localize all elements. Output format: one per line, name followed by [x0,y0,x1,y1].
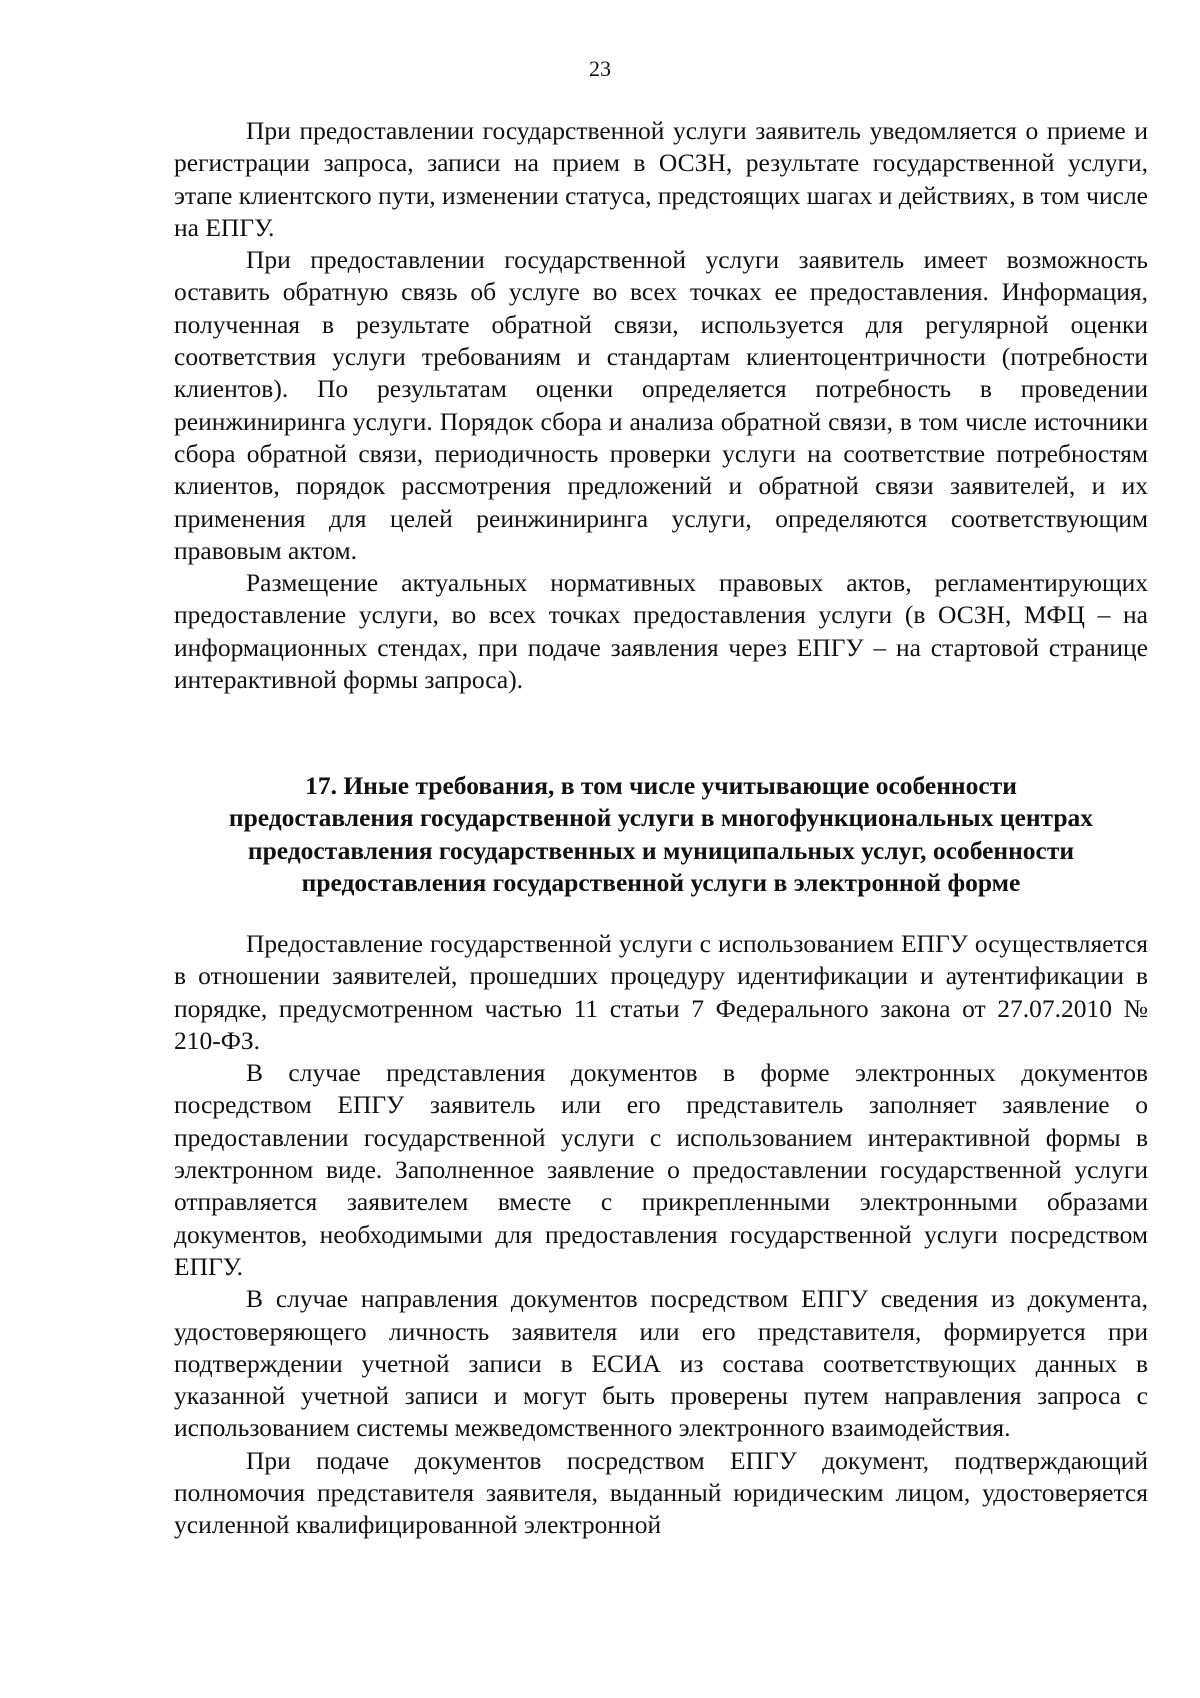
paragraph: В случае направления документов посредством ЕПГУ сведения из документа, удостоверяющего личность заявителя или его представителя, формируется при подтверждении учетной записи в ЕСИА из состава соответствующих данных в указанной учетной записи и могут быть проверены путем направления запроса с использованием системы межведомственного электронного взаимодействия. [174,1284,1148,1443]
paragraph: Размещение актуальных нормативных правовых актов, регламентирующих предоставление услуги, во всех точках предоставления услуги (в ОСЗН, МФЦ – на информационных стендах, при подаче заявления через ЕПГУ – на стартовой странице интерактивной формы запроса). [174,568,1148,695]
paragraph: Предоставление государственной услуги с использованием ЕПГУ осуществляется в отношении заявителей, прошедших процедуру идентификации и аутентификации в порядке, предусмотренном частью 11 статьи 7 Федерального закона от 27.07.2010 № 210-ФЗ. [174,929,1148,1055]
paragraph: При подаче документов посредством ЕПГУ документ, подтверждающий полномочия представителя заявителя, выданный юридическим лицом, удостоверяется усиленной квалифицированной электронной [174,1445,1148,1540]
paragraph: При предоставлении государственной услуги заявитель имеет возможность оставить обратную связь об услуге во всех точках ее предоставления. Информация, полученная в результате обратной связи, используется для регулярной оценки соответствия услуги требованиям и стандартам клиентоцентричности (потребности клиентов). По результатам оценки определяется потребность в проведении реинжиниринга услуги. Порядок сбора и анализа обратной связи, в том числе источники сбора обратной связи, периодичность проверки услуги на соответствие потребностям клиентов, порядок рассмотрения предложений и обратной связи заявителей, и их применения для целей реинжиниринга услуги, определяются соответствующим правовым актом. [174,245,1148,565]
heading-line: 17. Иные требования, в том числе учитывающие особенности [305,771,1017,800]
paragraph: В случае представления документов в форме электронных документов посредством ЕПГУ заявитель или его представитель заполняет заявление о предоставлении государственной услуги с использованием интерактивной формы в электронном виде. Заполненное заявление о предоставлении государственной услуги отправляется заявителем вместе с прикрепленными электронными образами документов, необходимыми для предоставления государственной услуги посредством ЕПГУ. [174,1058,1148,1281]
page-number: 23 [589,56,611,81]
section-17-heading [174,770,1148,899]
paragraph: При предоставлении государственной услуги заявитель уведомляется о приеме и регистрации запроса, записи на прием в ОСЗН, результате государственной услуги, этапе клиентского пути, изменении статуса, предстоящих шагах и действиях, в том числе на ЕПГУ. [174,116,1148,242]
heading-line: предоставления государственных и муниципальных услуг, особенности [247,835,1075,865]
section-1-text [174,115,1148,696]
heading-line: предоставления государственной услуги в многофункциональных центрах [228,803,1094,833]
heading-line: предоставления государственной услуги в электронной форме [301,867,1021,897]
section-2-text [174,928,1148,1542]
